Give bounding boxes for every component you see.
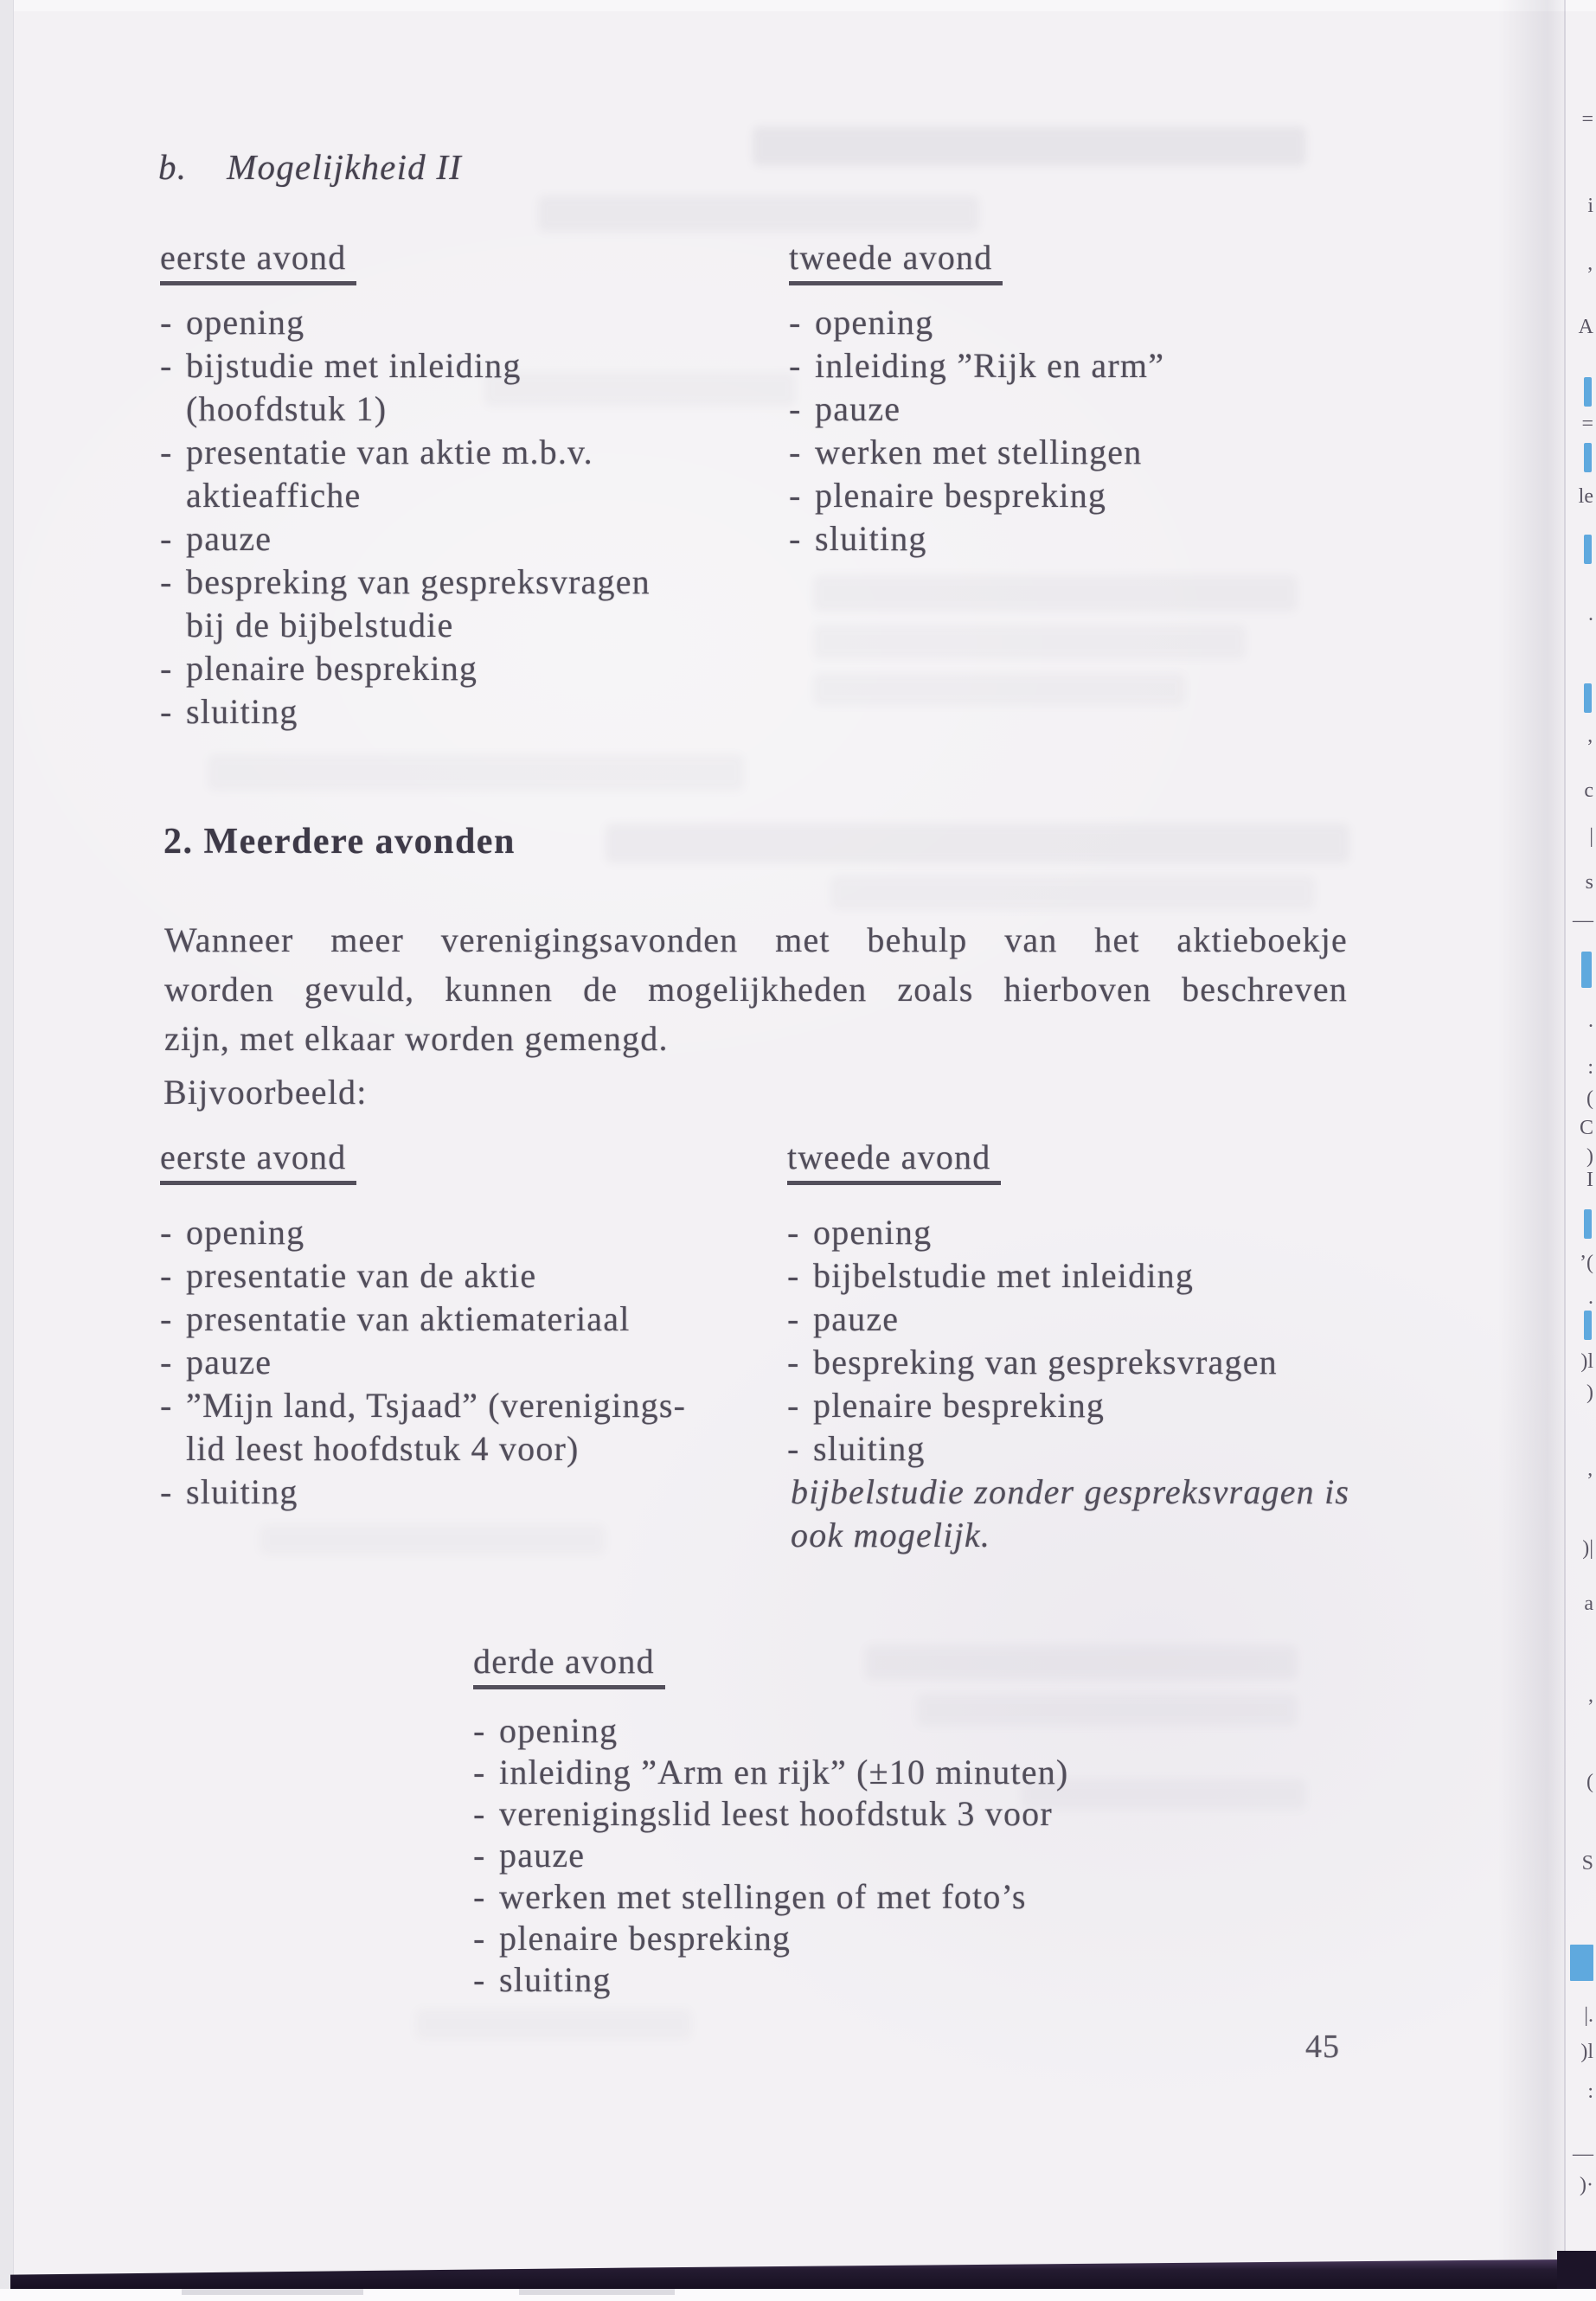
- list-item: - opening: [160, 1211, 686, 1254]
- edge-highlight-mark: [1584, 683, 1592, 713]
- paragraph-line: worden gevuld, kunnen de mogelijkheden zoals hierboven beschreven: [164, 970, 1348, 1009]
- list-item: - pauze: [789, 388, 1164, 431]
- edge-text-fragment: :: [1587, 1056, 1593, 1079]
- list-item: - pauze: [160, 517, 651, 561]
- edge-text-fragment: ’(: [1580, 1252, 1593, 1274]
- edge-text-fragment: |.: [1584, 2004, 1593, 2027]
- list-item: - bijbelstudie met inleiding: [787, 1254, 1349, 1298]
- bleed-through-smudge: [415, 2009, 692, 2040]
- edge-text-fragment: I: [1586, 1169, 1593, 1191]
- list-item: - plenaire bespreking: [787, 1384, 1349, 1427]
- list-item: - opening: [160, 301, 651, 344]
- edge-text-fragment: (: [1586, 1771, 1593, 1793]
- schedule1-column-eerste-avond: [160, 239, 651, 734]
- list-item: - sluiting: [787, 1427, 1349, 1471]
- edge-text-fragment: =: [1581, 413, 1593, 435]
- list-item-continuation: aktieaffiche: [186, 476, 362, 515]
- list-item: - opening: [789, 301, 1164, 344]
- list-item: - werken met stellingen: [789, 431, 1164, 474]
- list-item-continuation: lid leest hoofdstuk 4 voor): [186, 1429, 580, 1468]
- scan-edge-step: [519, 2289, 675, 2295]
- schedule-list: [789, 301, 1164, 561]
- scan-bottom-bar: [10, 2259, 1567, 2289]
- schedule-list: [787, 1211, 1349, 1557]
- list-item: - presentatie van aktie m.b.v.: [160, 431, 651, 474]
- bleed-through-smudge: [606, 824, 1349, 863]
- schedule-list: [160, 1211, 686, 1514]
- edge-text-fragment: .: [1588, 1009, 1593, 1032]
- edge-text-fragment: a: [1584, 1593, 1593, 1615]
- schedule2-column-tweede-avond: [787, 1138, 1349, 1557]
- edge-text-fragment: —: [1573, 909, 1593, 932]
- column-header: eerste avond: [160, 1138, 356, 1185]
- edge-text-fragment: ’: [1586, 264, 1593, 286]
- edge-text-fragment: ): [1586, 1145, 1593, 1168]
- schedule-list: [473, 1710, 1068, 2001]
- edge-text-fragment: i: [1587, 195, 1593, 217]
- list-item-continuation: bij de bijbelstudie: [186, 606, 454, 644]
- column-header: eerste avond: [160, 239, 356, 285]
- edge-text-fragment: )l: [1580, 2041, 1593, 2063]
- column-header: derde avond: [473, 1643, 665, 1689]
- bleed-through-smudge: [813, 575, 1298, 612]
- edge-text-fragment: ): [1586, 1381, 1593, 1404]
- schedule-list: [160, 301, 651, 734]
- heading-title: Mogelijkheid II: [227, 147, 463, 187]
- bleed-through-smudge: [813, 673, 1185, 706]
- list-item-continuation: (hoofdstuk 1): [186, 389, 388, 428]
- facing-page-edge-strip: [1564, 0, 1596, 2301]
- edge-text-fragment: S: [1581, 1852, 1593, 1875]
- column-header: tweede avond: [787, 1138, 1001, 1185]
- list-item: - bespreking van gespreksvragen: [160, 561, 651, 604]
- edge-text-fragment: .: [1588, 603, 1593, 625]
- edge-text-fragment: )·: [1580, 2174, 1593, 2196]
- edge-highlight-mark: [1584, 1209, 1592, 1239]
- scan-edge-top: [0, 0, 1596, 11]
- heading-letter: b.: [158, 147, 188, 187]
- italic-note-line: ook mogelijk.: [791, 1516, 991, 1554]
- list-item: - werken met stellingen of met foto’s: [473, 1876, 1068, 1918]
- italic-note-line: bijbelstudie zonder gespreksvragen is: [791, 1472, 1350, 1511]
- bleed-through-smudge: [830, 875, 1315, 910]
- edge-text-fragment: ,: [1588, 1684, 1593, 1707]
- bleed-through-smudge: [753, 126, 1306, 166]
- edge-text-fragment: )|: [1582, 1537, 1593, 1560]
- body-paragraph: [164, 915, 1348, 1063]
- edge-highlight-mark: [1584, 1311, 1592, 1340]
- list-item: - opening: [787, 1211, 1349, 1254]
- edge-text-fragment: :: [1587, 2080, 1593, 2103]
- edge-text-fragment: C: [1579, 1117, 1593, 1139]
- example-label: Bijvoorbeeld:: [163, 1073, 368, 1112]
- edge-text-fragment: —: [1573, 2143, 1593, 2165]
- section-heading-mogelijkheid-2: [158, 145, 462, 189]
- edge-text-fragment: s: [1585, 871, 1593, 894]
- list-item: - sluiting: [473, 1959, 1068, 2001]
- paragraph-line: Wanneer meer verenigingsavonden met behulp van het aktieboekje: [164, 920, 1348, 959]
- list-item: - sluiting: [160, 1471, 686, 1514]
- bleed-through-smudge: [260, 1524, 606, 1555]
- paragraph-line: zijn, met elkaar worden gemengd.: [164, 1019, 669, 1058]
- scan-edge-left: [0, 0, 14, 2301]
- column-header: tweede avond: [789, 239, 1003, 285]
- edge-highlight-mark: [1584, 443, 1592, 472]
- edge-highlight-mark: [1581, 952, 1592, 988]
- edge-text-fragment: ’: [1586, 1470, 1593, 1492]
- list-item: - pauze: [160, 1341, 686, 1384]
- list-item: - presentatie van de aktie: [160, 1254, 686, 1298]
- list-item: - inleiding ”Arm en rijk” (±10 minuten): [473, 1752, 1068, 1793]
- edge-text-fragment: |: [1589, 825, 1593, 848]
- schedule3-column-derde-avond: [473, 1643, 1068, 2001]
- list-item: - sluiting: [789, 517, 1164, 561]
- edge-text-fragment: le: [1578, 485, 1593, 508]
- schedule2-column-eerste-avond: [160, 1138, 686, 1514]
- list-item: - opening: [473, 1710, 1068, 1752]
- list-item: - pauze: [787, 1298, 1349, 1341]
- list-item: - inleiding ”Rijk en arm”: [789, 344, 1164, 388]
- schedule1-column-tweede-avond: [789, 239, 1164, 561]
- edge-text-fragment: A: [1578, 316, 1593, 338]
- list-item: - sluiting: [160, 690, 651, 734]
- edge-text-fragment: )l: [1580, 1350, 1593, 1373]
- edge-text-fragment: =: [1581, 108, 1593, 131]
- list-item: - bespreking van gespreksvragen: [787, 1341, 1349, 1384]
- edge-text-fragment: c: [1584, 779, 1593, 802]
- scan-edge-step: [182, 2289, 363, 2295]
- section-heading-meerdere-avonden: 2. Meerdere avonden: [163, 822, 516, 862]
- edge-highlight-mark: [1584, 535, 1592, 564]
- list-item: - ”Mijn land, Tsjaad” (verenigings-: [160, 1384, 686, 1427]
- page-number: 45: [1305, 2029, 1340, 2065]
- list-item: - pauze: [473, 1835, 1068, 1876]
- list-item: - bijstudie met inleiding: [160, 344, 651, 388]
- edge-text-fragment: ’: [1586, 736, 1593, 759]
- edge-highlight-mark: [1570, 1945, 1593, 1981]
- edge-text-fragment: .: [1588, 1286, 1593, 1309]
- edge-highlight-mark: [1584, 377, 1592, 407]
- page-curvature-shadow: [1498, 0, 1564, 2301]
- list-item: - plenaire bespreking: [160, 647, 651, 690]
- list-item: - verenigingslid leest hoofdstuk 3 voor: [473, 1793, 1068, 1835]
- list-item: - presentatie van aktiemateriaal: [160, 1298, 686, 1341]
- bleed-through-smudge: [813, 625, 1246, 659]
- list-item: - plenaire bespreking: [473, 1918, 1068, 1959]
- edge-text-fragment: (: [1586, 1087, 1593, 1110]
- bleed-through-smudge: [538, 195, 979, 232]
- list-item: - plenaire bespreking: [789, 474, 1164, 517]
- bleed-through-smudge: [208, 754, 744, 791]
